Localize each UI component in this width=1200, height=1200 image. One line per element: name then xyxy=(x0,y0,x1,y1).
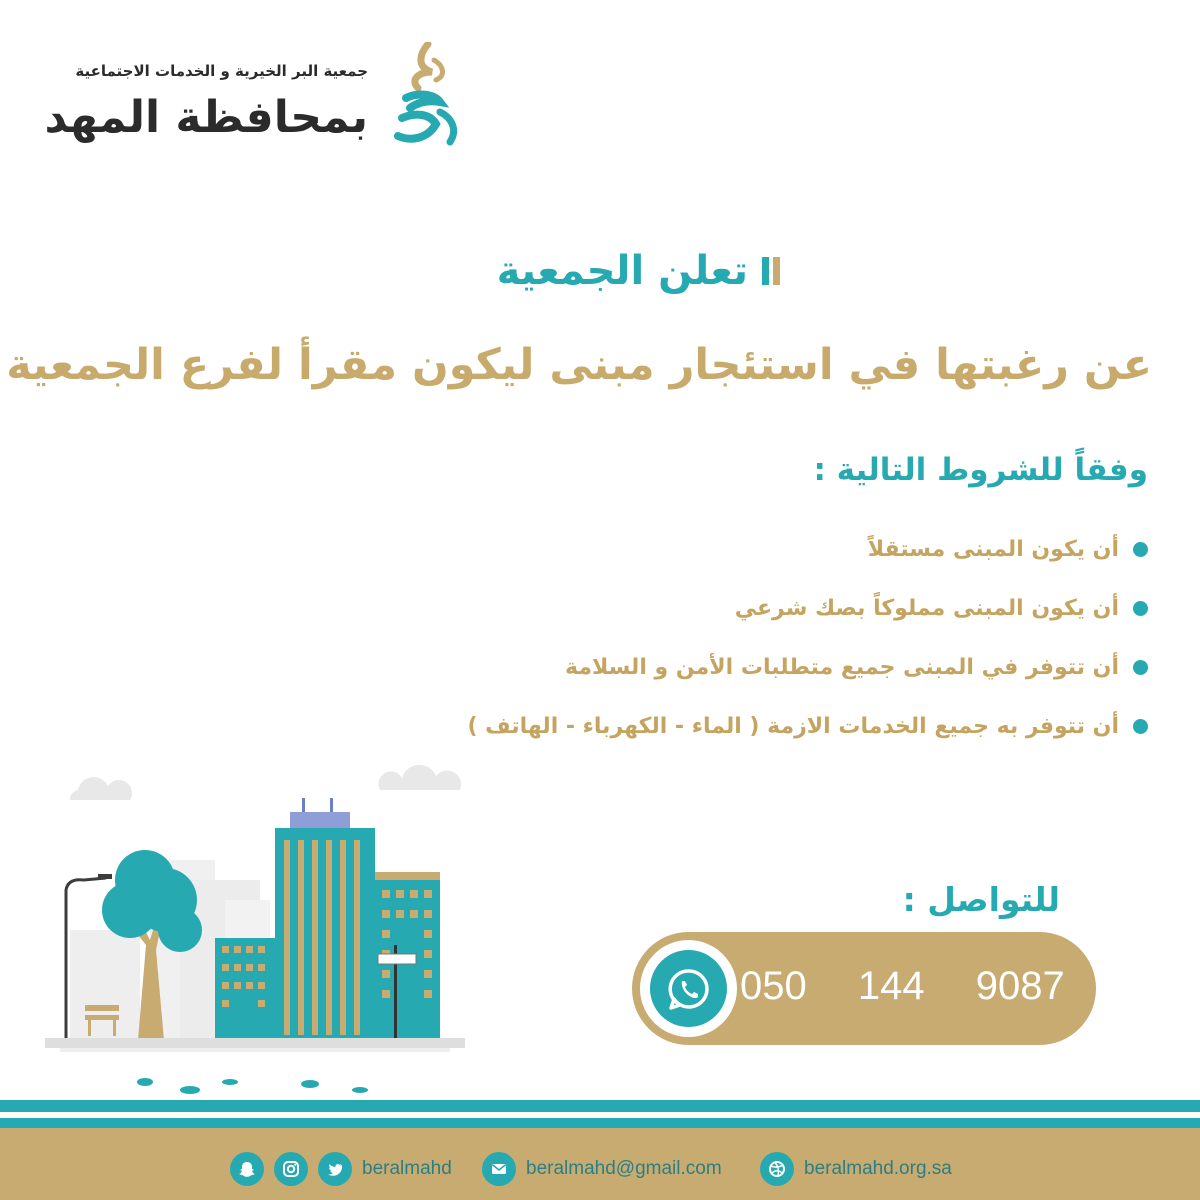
twitter-icon[interactable] xyxy=(318,1152,352,1186)
phone-number[interactable] xyxy=(740,964,1087,1009)
email-group xyxy=(482,1152,722,1186)
bullet-icon xyxy=(1133,542,1148,557)
conditions-title: وفقاً للشروط التالية : xyxy=(813,452,1148,488)
announcement-headline xyxy=(497,248,780,294)
logo-calligraphy-icon xyxy=(388,42,468,152)
headline-text: تعلن الجمعية xyxy=(496,248,748,294)
bullet-icon xyxy=(1133,660,1148,675)
social-handle[interactable]: beralmahd xyxy=(362,1158,452,1179)
phone-part-middle: 144 xyxy=(857,964,925,1008)
list-item xyxy=(388,520,1148,579)
list-item xyxy=(388,638,1148,697)
headline-marker-icon xyxy=(762,257,780,285)
conditions-list xyxy=(388,520,1148,756)
snapchat-icon[interactable] xyxy=(230,1152,264,1186)
footer-stripe-teal xyxy=(0,1100,1200,1112)
bullet-icon xyxy=(1133,719,1148,734)
email-icon[interactable] xyxy=(482,1152,516,1186)
organization-name-line1: جمعية البر الخيرية و الخدمات الاجتماعية xyxy=(75,62,368,80)
contact-label: للتواصل : xyxy=(902,880,1060,919)
phone-part-prefix: 050 xyxy=(740,964,807,1008)
building-illustration xyxy=(40,760,470,1100)
social-handle-group xyxy=(230,1152,452,1186)
website-group xyxy=(760,1152,952,1186)
footer-stripe-teal-2 xyxy=(0,1118,1200,1128)
organization-name-line2: بمحافظة المهد xyxy=(44,92,368,143)
bullet-icon xyxy=(1133,601,1148,616)
whatsapp-glyph-icon xyxy=(665,965,713,1013)
list-item xyxy=(388,697,1148,756)
web-icon[interactable] xyxy=(760,1152,794,1186)
condition-text: أن يكون المبنى مستقلاً xyxy=(867,537,1119,562)
instagram-icon[interactable] xyxy=(274,1152,308,1186)
condition-text: أن تتوفر في المبنى جميع متطلبات الأمن و السلامة xyxy=(565,655,1119,680)
condition-text: أن تتوفر به جميع الخدمات الازمة ( الماء - الكهرباء - الهاتف ) xyxy=(467,714,1119,739)
announcement-subline: عن رغبتها في استئجار مبنى ليكون مقرأ لفرع الجمعية xyxy=(6,340,1152,390)
condition-text: أن يكون المبنى مملوكاً بصك شرعي xyxy=(734,596,1119,621)
list-item xyxy=(388,579,1148,638)
phone-part-last: 9087 xyxy=(975,964,1065,1008)
whatsapp-icon[interactable] xyxy=(650,950,727,1027)
website-url[interactable]: beralmahd.org.sa xyxy=(804,1158,952,1179)
email-address[interactable]: beralmahd@gmail.com xyxy=(526,1158,722,1179)
